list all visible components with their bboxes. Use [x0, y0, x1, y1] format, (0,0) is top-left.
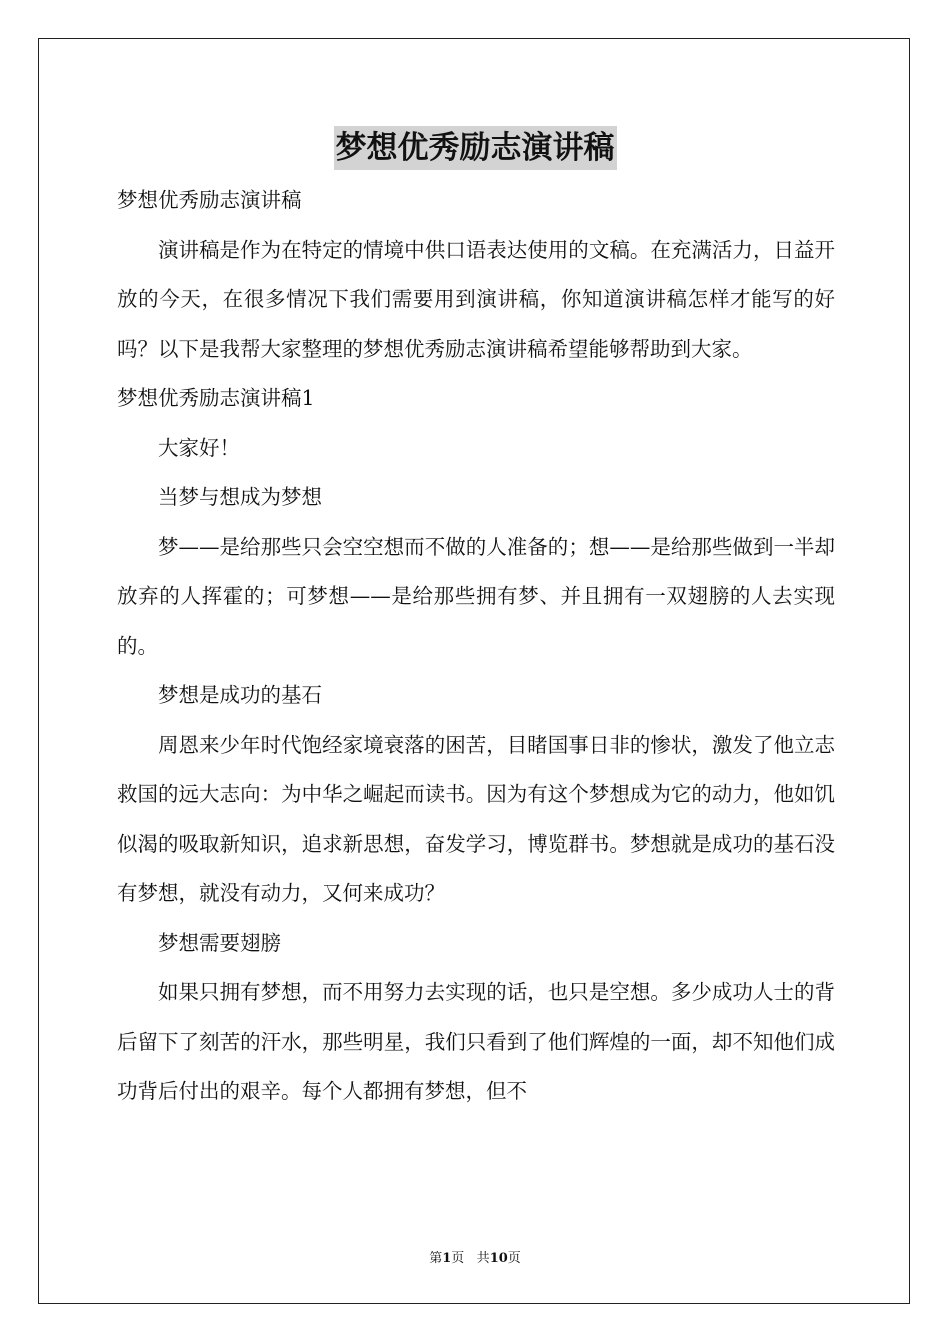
- document-body: [117, 176, 835, 1117]
- document-title: 梦想优秀励志演讲稿: [334, 126, 617, 170]
- footer-total-pages: 10: [489, 1251, 508, 1266]
- section-heading: 梦想优秀励志演讲稿1: [117, 386, 315, 410]
- body-paragraph: 周恩来少年时代饱经家境衰落的困苦，目睹国事日非的惨状，激发了他立志救国的远大志向：为中华之崛起而读书。因为有这个梦想成为它的动力，他如饥似渴的吸取新知识，追求新思想，奋发学习，博览群书。梦想就是成功的基石没有梦想，就没有动力，又何来成功？: [117, 732, 835, 905]
- body-paragraph: 梦想是成功的基石: [158, 683, 322, 707]
- body-paragraph: 当梦与想成为梦想: [158, 485, 322, 509]
- body-paragraph: 大家好！: [158, 435, 240, 460]
- section-heading: 梦想优秀励志演讲稿: [117, 188, 302, 212]
- page-footer: [0, 1250, 950, 1268]
- footer-page-suffix: 页: [451, 1251, 465, 1266]
- footer-total-suffix: 页: [507, 1251, 521, 1266]
- body-paragraph: 梦——是给那些只会空空想而不做的人准备的；想——是给那些做到一半却放弃的人挥霍的；可梦想——是给那些拥有梦、并且拥有一双翅膀的人去实现的。: [117, 534, 835, 658]
- body-paragraph: 梦想需要翅膀: [158, 930, 281, 955]
- footer-page-prefix: 第: [429, 1251, 443, 1266]
- footer-page-number: 1: [442, 1251, 452, 1266]
- body-paragraph: 演讲稿是作为在特定的情境中供口语表达使用的文稿。在充满活力，日益开放的今天，在很多情况下我们需要用到演讲稿，你知道演讲稿怎样才能写的好吗？以下是我帮大家整理的梦想优秀励志演讲稿希望能够帮助到大家。: [117, 237, 835, 361]
- body-paragraph: 如果只拥有梦想，而不用努力去实现的话，也只是空想。多少成功人士的背后留下了刻苦的汗水，那些明星，我们只看到了他们辉煌的一面，却不知他们成功背后付出的艰辛。每个人都拥有梦想，但不: [117, 980, 835, 1103]
- title-area: [0, 126, 950, 170]
- footer-total-prefix: 共: [476, 1251, 490, 1266]
